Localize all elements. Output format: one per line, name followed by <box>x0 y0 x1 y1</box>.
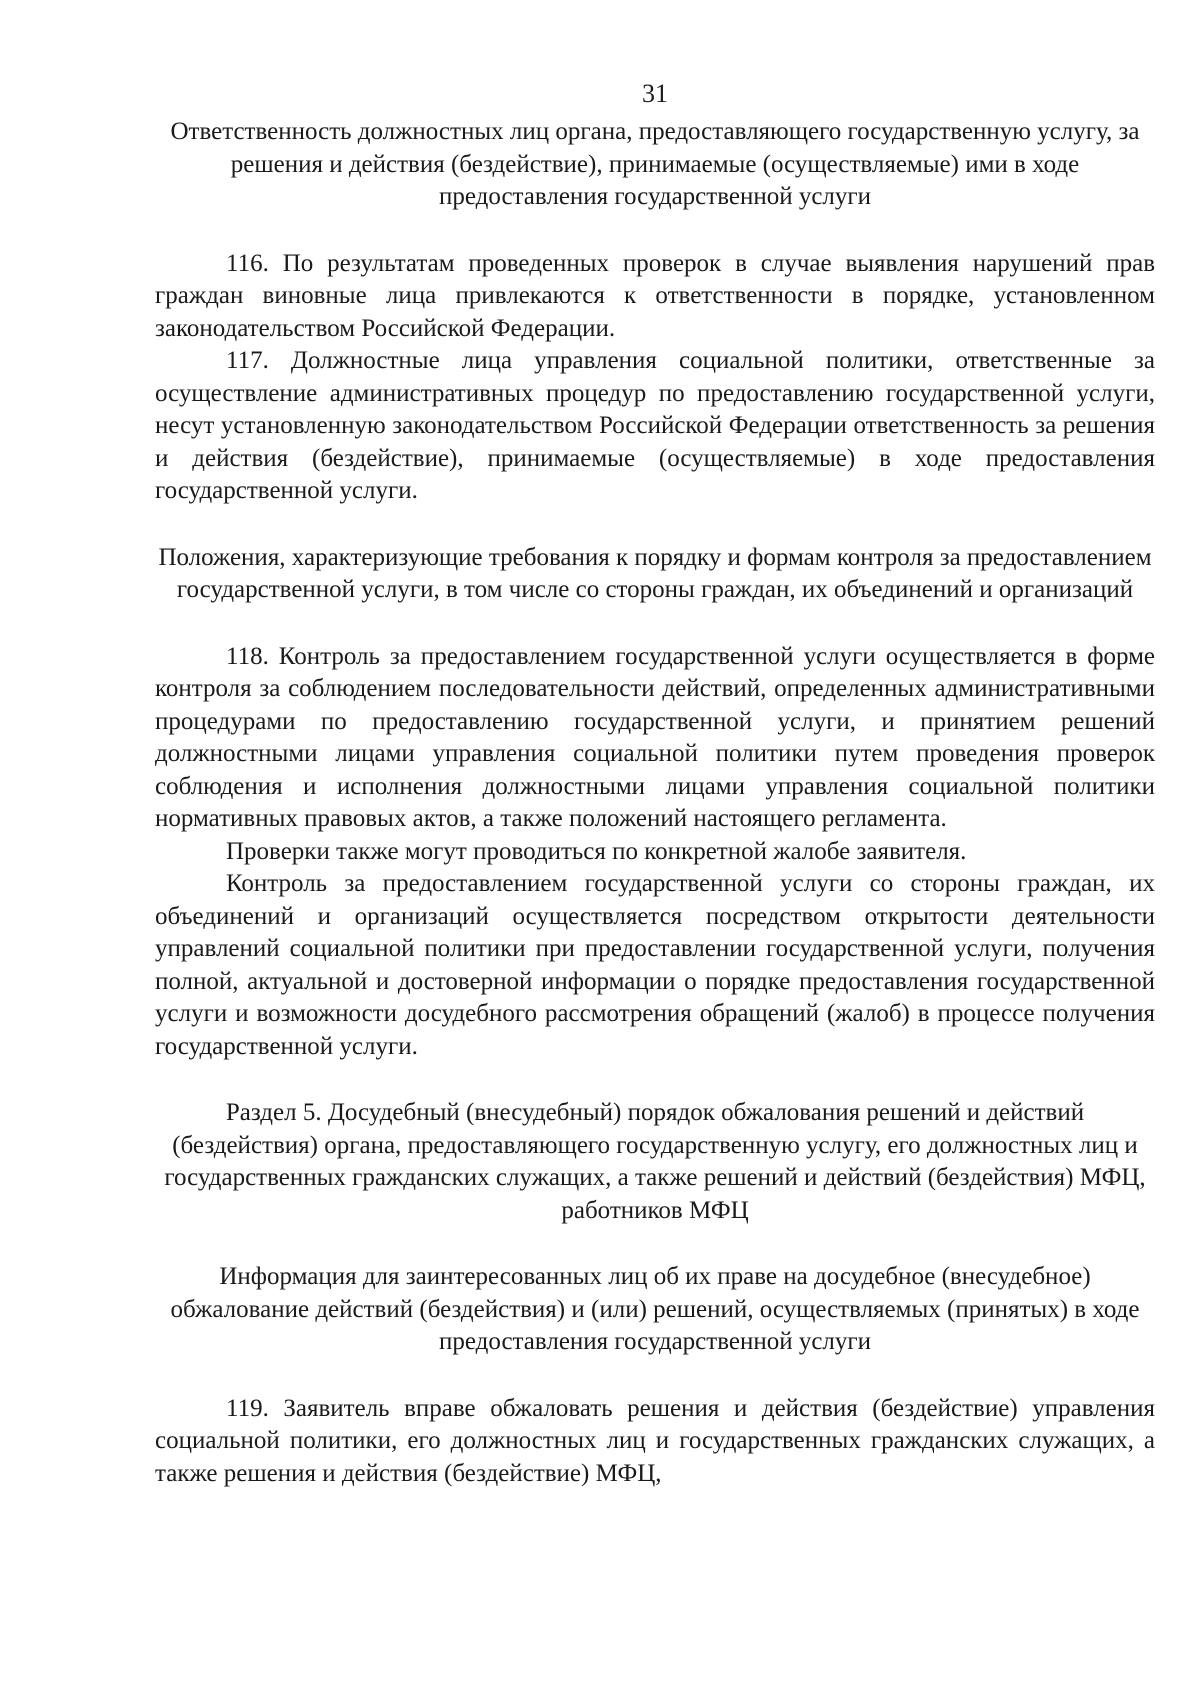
spacer <box>155 1227 1155 1261</box>
heading-responsibility: Ответственность должностных лиц органа, предоставляющего государственную услугу, за решения и действия (бездействие), принимаемые (осуществляемые) ими в ходе предоставления государственной услуги <box>170 118 1140 210</box>
spacer <box>155 508 1155 542</box>
paragraph-116: 116. По результатам проведенных проверок в случае выявления нарушений прав граждан виновные лица привлекаются к ответственности в порядке, установленном законодательством Российской Федерации. <box>155 249 1155 342</box>
spacer <box>155 214 1155 248</box>
paragraph-118-checks: Проверки также могут проводиться по конкретной жалобе заявителя. <box>226 837 967 865</box>
heading-section-5: Раздел 5. Досудебный (внесудебный) порядок обжалования решений и действий (бездействия) органа, предоставляющего государственную услугу, его должностных лиц и государственных гражданских служащих, а также решений и действий (бездействия) МФЦ, работников МФЦ <box>164 1099 1146 1224</box>
spacer <box>155 607 1155 641</box>
paragraph-117: 117. Должностные лица управления социальной политики, ответственные за осуществление административных процедур по предоставлению государственной услуги, несут установленную законодательством Российской Федерации ответственность за решения и действия (бездействие), принимаемые (осуществляемые) в ходе предоставления государственной услуги. <box>155 347 1155 504</box>
paragraph-118-citizens: Контроль за предоставлением государственной услуги со стороны граждан, их объединений и организаций осуществляется посредством открытости деятельности управлений социальной политики при предоставлении государственной услуги, получения полной, актуальной и достоверной информации о порядке предоставления государственной услуги и возможности досудебного рассмотрения обращений (жалоб) в процессе получения государственной услуги. <box>155 870 1155 1060</box>
heading-control: Положения, характеризующие требования к порядку и формам контроля за предоставлением государственной услуги, в том числе со стороны граждан, их объединений и организаций <box>158 543 1152 603</box>
page-number: 31 <box>642 79 668 108</box>
spacer <box>155 1063 1155 1097</box>
spacer <box>155 1359 1155 1393</box>
paragraph-118: 118. Контроль за предоставлением государственной услуги осуществляется в форме контроля за соблюдением последовательности действий, определенных административными процедурами по предоставлению государственной услуги, и принятием решений должностными лицами управления социальной политики путем проведения проверок соблюдения и исполнения должностными лицами управления социальной политики нормативных правовых актов, а также положений настоящего регламента. <box>155 642 1155 832</box>
heading-info: Информация для заинтересованных лиц об их праве на досудебное (внесудебное) обжалование действий (бездействия) и (или) решений, осуществляемых (принятых) в ходе предоставления государственной услуги <box>170 1263 1140 1355</box>
paragraph-119: 119. Заявитель вправе обжаловать решения и действия (бездействие) управления социальной политики, его должностных лиц и государственных гражданских служащих, а также решения и действия (бездействие) МФЦ, <box>155 1394 1155 1487</box>
page-content <box>155 78 1155 1490</box>
